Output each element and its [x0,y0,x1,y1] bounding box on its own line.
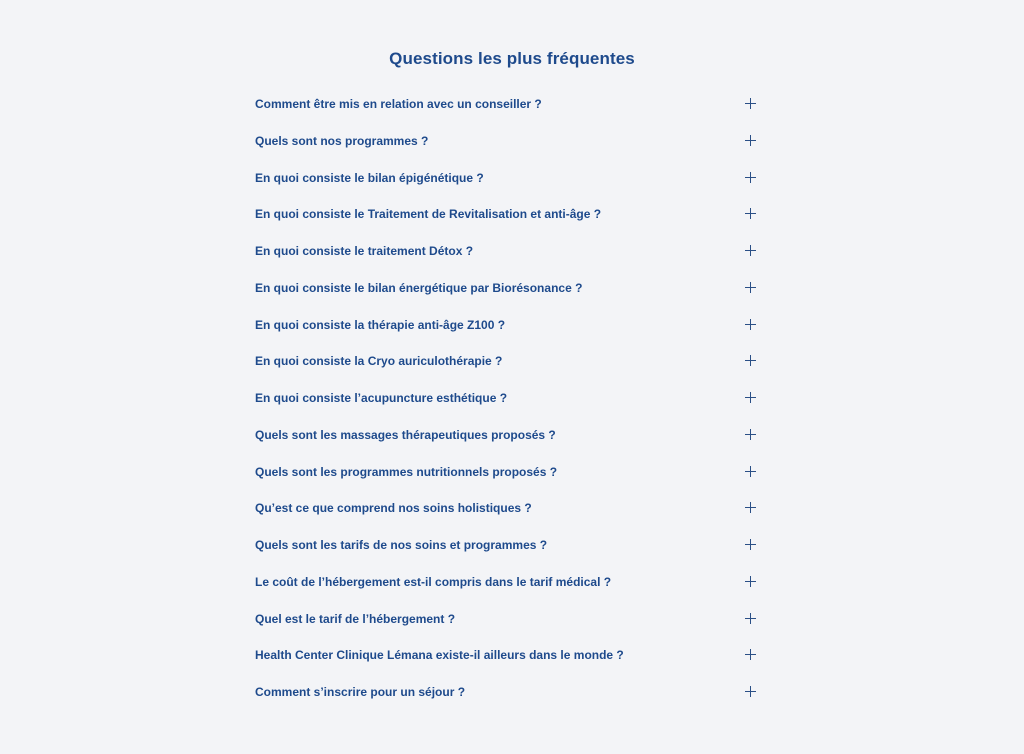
faq-question[interactable]: Quels sont les massages thérapeutiques proposés ? [255,427,556,442]
faq-question[interactable]: Quel est le tarif de l’hébergement ? [255,611,456,626]
faq-question[interactable]: En quoi consiste le bilan énergétique par Biorésonance ? [255,280,583,295]
faq-question[interactable]: En quoi consiste la Cryo auriculothérapie ? [255,354,503,369]
plus-icon[interactable] [745,319,756,330]
faq-item[interactable] [255,461,760,498]
plus-icon[interactable] [745,539,756,550]
faq-question[interactable]: Quels sont les tarifs de nos soins et programmes ? [255,538,548,552]
plus-icon[interactable] [745,98,756,109]
plus-icon[interactable] [745,172,756,183]
faq-question[interactable]: Quels sont nos programmes ? [255,133,429,148]
plus-icon[interactable] [745,355,756,366]
faq-item[interactable] [255,203,760,240]
faq-question[interactable]: En quoi consiste l’acupuncture esthétique ? [255,391,508,405]
faq-title: Questions les plus fréquentes [389,49,635,68]
faq-question[interactable]: En quoi consiste le bilan épigénétique ? [255,170,484,185]
faq-item[interactable] [255,497,760,534]
faq-item[interactable] [255,167,760,204]
faq-question[interactable]: Comment s’inscrire pour un séjour ? [255,685,466,699]
faq-question[interactable]: Health Center Clinique Lémana existe-il ailleurs dans le monde ? [255,648,624,663]
faq-item[interactable] [255,93,760,130]
plus-icon[interactable] [745,466,756,477]
faq-question[interactable]: En quoi consiste la thérapie anti-âge Z100 ? [255,317,506,332]
plus-icon[interactable] [745,613,756,624]
faq-question[interactable]: En quoi consiste le Traitement de Revitalisation et anti-âge ? [255,207,602,222]
faq-item[interactable] [255,571,760,608]
faq-question[interactable]: Comment être mis en relation avec un conseiller ? [255,97,542,111]
faq-item[interactable] [255,608,760,645]
faq-item[interactable] [255,387,760,424]
plus-icon[interactable] [745,576,756,587]
faq-item[interactable] [255,277,760,314]
faq-list [255,93,760,718]
plus-icon[interactable] [745,649,756,660]
faq-question[interactable]: Qu’est ce que comprend nos soins holistiques ? [255,501,532,516]
faq-item[interactable] [255,644,760,681]
plus-icon[interactable] [745,245,756,256]
plus-icon[interactable] [745,429,756,440]
faq-item[interactable] [255,681,760,718]
faq-question[interactable]: Quels sont les programmes nutritionnels proposés ? [255,464,558,479]
faq-item[interactable] [255,424,760,461]
faq-item[interactable] [255,240,760,277]
plus-icon[interactable] [745,208,756,219]
faq-item[interactable] [255,534,760,571]
plus-icon[interactable] [745,135,756,146]
plus-icon[interactable] [745,686,756,697]
faq-item[interactable] [255,350,760,387]
faq-question[interactable]: En quoi consiste le traitement Détox ? [255,244,474,258]
plus-icon[interactable] [745,502,756,513]
faq-item[interactable] [255,130,760,167]
plus-icon[interactable] [745,282,756,293]
faq-item[interactable] [255,314,760,351]
faq-question[interactable]: Le coût de l’hébergement est-il compris dans le tarif médical ? [255,574,612,589]
plus-icon[interactable] [745,392,756,403]
